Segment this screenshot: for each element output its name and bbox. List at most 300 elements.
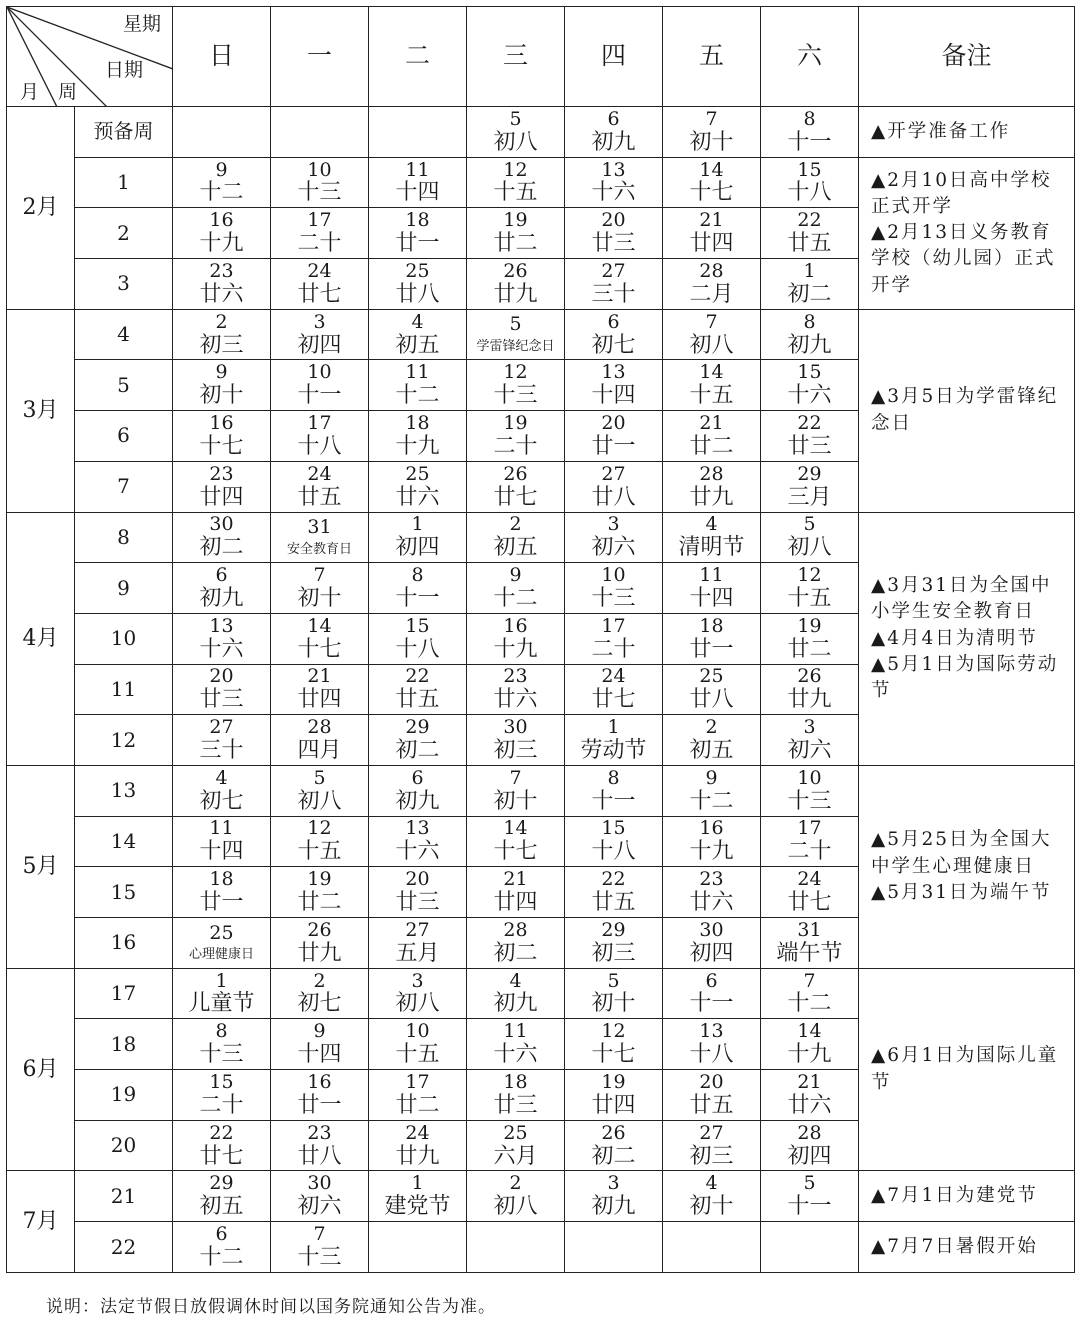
solar-day: 29	[797, 462, 822, 485]
lunar-day: 安全教育日	[286, 541, 352, 557]
lunar-day: 初二	[591, 1143, 636, 1169]
day-cell	[467, 461, 565, 512]
day-cell	[565, 1120, 663, 1171]
day-cell	[173, 867, 271, 918]
lunar-day: 初九	[787, 332, 832, 358]
day-cell	[565, 867, 663, 918]
lunar-day: 廿六	[689, 890, 734, 916]
lunar-day: 初五	[689, 738, 734, 764]
lunar-day: 廿七	[493, 484, 538, 510]
solar-day: 27	[699, 1121, 724, 1144]
solar-day: 7	[705, 310, 718, 333]
remarks-cell	[859, 765, 1075, 968]
day-cell	[565, 1222, 663, 1273]
solar-day: 9	[705, 766, 718, 789]
solar-day: 24	[307, 462, 332, 485]
lunar-day: 十八	[689, 1042, 734, 1068]
solar-day: 27	[601, 259, 626, 282]
day-cell	[369, 259, 467, 310]
month-cell: 6月	[7, 968, 75, 1171]
lunar-day: 十二	[493, 585, 538, 611]
day-cell	[271, 867, 369, 918]
day-cell	[761, 411, 859, 462]
lunar-day: 初七	[199, 788, 244, 814]
weekday-header-tue: 二	[369, 7, 467, 107]
remark-line: ▲3月31日为全国中小学生安全教育日	[871, 575, 1052, 623]
lunar-day: 十七	[493, 839, 538, 865]
remark-line: ▲3月5日为学雷锋纪念日	[871, 386, 1059, 434]
lunar-day: 廿九	[689, 484, 734, 510]
day-cell	[761, 461, 859, 512]
solar-day: 20	[405, 868, 430, 891]
week-row	[7, 512, 1075, 563]
day-cell	[663, 715, 761, 766]
week-number-cell: 预备周	[75, 107, 173, 158]
lunar-day: 初二	[199, 535, 244, 561]
day-cell	[663, 259, 761, 310]
lunar-day: 初三	[689, 1143, 734, 1169]
day-cell	[369, 715, 467, 766]
day-cell	[369, 208, 467, 259]
week-number-cell: 18	[75, 1019, 173, 1070]
day-cell	[173, 968, 271, 1019]
solar-day: 21	[503, 868, 528, 891]
day-cell	[663, 918, 761, 969]
lunar-day: 十四	[199, 839, 244, 865]
remark-line: ▲2月13日义务教育学校（幼儿园）正式开学	[871, 222, 1056, 296]
lunar-day: 十二	[787, 991, 832, 1017]
solar-day: 6	[705, 969, 718, 992]
day-cell	[467, 918, 565, 969]
lunar-day: 廿三	[591, 231, 636, 257]
week-number-cell: 2	[75, 208, 173, 259]
lunar-day: 十二	[689, 788, 734, 814]
day-cell	[663, 664, 761, 715]
day-cell	[761, 1070, 859, 1121]
day-cell	[369, 664, 467, 715]
day-cell	[565, 1171, 663, 1222]
month-cell: 2月	[7, 107, 75, 310]
day-cell	[761, 816, 859, 867]
solar-day: 8	[411, 564, 424, 587]
lunar-day: 廿三	[199, 687, 244, 713]
day-cell	[173, 411, 271, 462]
day-cell	[565, 1019, 663, 1070]
solar-day: 14	[797, 1020, 822, 1043]
lunar-day: 十五	[395, 1042, 440, 1068]
week-number-cell: 11	[75, 664, 173, 715]
day-cell	[369, 1171, 467, 1222]
lunar-day: 廿五	[787, 231, 832, 257]
day-cell	[173, 563, 271, 614]
day-cell	[761, 259, 859, 310]
weekday-header-fri: 五	[663, 7, 761, 107]
solar-day: 1	[215, 969, 228, 992]
day-cell	[369, 360, 467, 411]
lunar-day: 初十	[199, 383, 244, 409]
lunar-day: 劳动节	[580, 738, 647, 764]
week-row	[7, 765, 1075, 816]
lunar-day: 初四	[787, 1143, 832, 1169]
day-cell	[565, 613, 663, 664]
day-cell	[271, 107, 369, 158]
lunar-day: 廿二	[493, 231, 538, 257]
lunar-day: 十三	[591, 585, 636, 611]
remark-line: ▲5月1日为国际劳动节	[871, 653, 1059, 702]
solar-day: 16	[503, 614, 528, 637]
solar-day: 19	[503, 209, 528, 232]
lunar-day: 十一	[395, 585, 440, 611]
day-cell	[565, 259, 663, 310]
solar-day: 10	[307, 361, 332, 384]
solar-day: 7	[509, 766, 522, 789]
day-cell	[761, 918, 859, 969]
solar-day: 12	[307, 817, 332, 840]
solar-day: 29	[209, 1172, 234, 1195]
solar-day: 1	[607, 716, 620, 739]
day-cell	[271, 765, 369, 816]
lunar-day: 初六	[297, 1194, 342, 1220]
solar-day: 20	[601, 209, 626, 232]
solar-day: 26	[503, 462, 528, 485]
week-number-cell: 9	[75, 563, 173, 614]
lunar-day: 初五	[493, 535, 538, 561]
solar-day: 20	[601, 411, 626, 434]
lunar-day: 二十	[787, 839, 832, 865]
solar-day: 18	[209, 868, 234, 891]
solar-day: 18	[503, 1070, 528, 1093]
remarks-cell	[859, 968, 1075, 1171]
day-cell	[761, 512, 859, 563]
weekday-header-sun: 日	[173, 7, 271, 107]
solar-day: 22	[405, 665, 430, 688]
lunar-day: 初四	[689, 940, 734, 966]
solar-day: 24	[405, 1121, 430, 1144]
lunar-day: 廿四	[591, 1092, 636, 1118]
solar-day: 27	[209, 716, 234, 739]
solar-day: 23	[209, 259, 234, 282]
solar-day: 26	[307, 918, 332, 941]
lunar-day: 廿一	[297, 1092, 342, 1118]
remarks-cell	[859, 512, 1075, 765]
lunar-day: 十五	[297, 839, 342, 865]
solar-day: 16	[209, 209, 234, 232]
week-number-cell: 14	[75, 816, 173, 867]
lunar-day: 十九	[395, 433, 440, 459]
lunar-day: 二月	[689, 281, 734, 307]
lunar-day: 二十	[493, 433, 538, 459]
day-cell	[467, 563, 565, 614]
day-cell	[271, 613, 369, 664]
day-cell	[761, 208, 859, 259]
weekday-header-sat: 六	[761, 7, 859, 107]
solar-day: 26	[503, 259, 528, 282]
solar-day: 1	[411, 513, 424, 536]
lunar-day: 廿三	[395, 890, 440, 916]
lunar-day: 初九	[199, 585, 244, 611]
day-cell	[467, 1120, 565, 1171]
week-number-cell: 13	[75, 765, 173, 816]
day-cell	[173, 107, 271, 158]
solar-day: 10	[307, 158, 332, 181]
day-cell	[173, 208, 271, 259]
lunar-day: 十三	[787, 788, 832, 814]
day-cell	[565, 360, 663, 411]
lunar-day: 廿五	[297, 484, 342, 510]
solar-day: 4	[215, 766, 228, 789]
solar-day: 31	[797, 918, 822, 941]
solar-day: 15	[797, 158, 822, 181]
solar-day: 19	[503, 411, 528, 434]
day-cell	[565, 563, 663, 614]
solar-day: 6	[607, 107, 620, 130]
day-cell	[663, 1019, 761, 1070]
day-cell	[173, 918, 271, 969]
week-row	[7, 157, 1075, 208]
footer-note: 说明：法定节假日放假调休时间以国务院通知公告为准。	[46, 1297, 496, 1317]
solar-day: 2	[509, 513, 522, 536]
day-cell	[663, 613, 761, 664]
lunar-day: 初十	[591, 991, 636, 1017]
lunar-day: 廿六	[787, 1092, 832, 1118]
day-cell	[761, 664, 859, 715]
day-cell	[761, 765, 859, 816]
lunar-day: 十二	[199, 1244, 244, 1270]
day-cell	[565, 968, 663, 1019]
lunar-day: 初五	[199, 1194, 244, 1220]
solar-day: 1	[803, 259, 816, 282]
solar-day: 17	[307, 411, 332, 434]
solar-day: 15	[405, 614, 430, 637]
day-cell	[467, 664, 565, 715]
lunar-day: 十四	[689, 585, 734, 611]
remarks-cell	[859, 107, 1075, 158]
day-cell	[271, 512, 369, 563]
lunar-day: 初二	[787, 281, 832, 307]
solar-day: 28	[503, 918, 528, 941]
day-cell	[565, 512, 663, 563]
day-cell	[663, 309, 761, 360]
day-cell	[467, 360, 565, 411]
lunar-day: 廿六	[493, 687, 538, 713]
lunar-day: 初十	[689, 1194, 734, 1220]
lunar-day: 廿三	[787, 433, 832, 459]
solar-day: 21	[307, 665, 332, 688]
day-cell	[271, 1222, 369, 1273]
month-cell: 5月	[7, 765, 75, 968]
remarks-cell	[859, 1222, 1075, 1273]
day-cell	[271, 309, 369, 360]
lunar-day: 十五	[493, 180, 538, 206]
solar-day: 31	[307, 516, 332, 539]
day-cell	[565, 309, 663, 360]
week-number-cell: 17	[75, 968, 173, 1019]
weekday-header-mon: 一	[271, 7, 369, 107]
day-cell	[271, 411, 369, 462]
solar-day: 20	[209, 665, 234, 688]
solar-day: 8	[803, 310, 816, 333]
solar-day: 13	[699, 1020, 724, 1043]
day-cell	[271, 1019, 369, 1070]
solar-day: 5	[803, 1172, 816, 1195]
week-number-cell: 10	[75, 613, 173, 664]
day-cell	[173, 1070, 271, 1121]
day-cell	[761, 107, 859, 158]
day-cell	[761, 309, 859, 360]
day-cell	[663, 1171, 761, 1222]
lunar-day: 十四	[395, 180, 440, 206]
lunar-day: 十三	[297, 180, 342, 206]
day-cell	[467, 1019, 565, 1070]
solar-day: 12	[503, 361, 528, 384]
solar-day: 20	[699, 1070, 724, 1093]
solar-day: 12	[601, 1020, 626, 1043]
day-cell	[173, 1222, 271, 1273]
day-cell	[663, 107, 761, 158]
day-cell	[271, 259, 369, 310]
day-cell	[467, 816, 565, 867]
day-cell	[467, 968, 565, 1019]
lunar-day: 初四	[395, 535, 440, 561]
lunar-day: 十四	[591, 383, 636, 409]
day-cell	[565, 1070, 663, 1121]
solar-day: 14	[699, 361, 724, 384]
lunar-day: 建党节	[384, 1194, 451, 1220]
lunar-day: 十六	[199, 636, 244, 662]
day-cell	[173, 664, 271, 715]
lunar-day: 十六	[787, 383, 832, 409]
solar-day: 28	[307, 716, 332, 739]
lunar-day: 初九	[591, 1194, 636, 1220]
solar-day: 18	[699, 614, 724, 637]
solar-day: 10	[601, 564, 626, 587]
solar-day: 17	[601, 614, 626, 637]
solar-day: 27	[601, 462, 626, 485]
remarks-cell	[859, 309, 1075, 512]
solar-day: 7	[705, 107, 718, 130]
day-cell	[761, 867, 859, 918]
lunar-day: 十二	[395, 383, 440, 409]
lunar-day: 初十	[689, 129, 734, 155]
day-cell	[467, 309, 565, 360]
lunar-day: 初三	[199, 332, 244, 358]
day-cell	[271, 968, 369, 1019]
remarks-cell	[859, 1171, 1075, 1222]
day-cell	[369, 1222, 467, 1273]
lunar-day: 廿四	[199, 484, 244, 510]
solar-day: 14	[307, 614, 332, 637]
day-cell	[271, 563, 369, 614]
lunar-day: 儿童节	[188, 991, 255, 1017]
lunar-day: 十一	[297, 383, 342, 409]
solar-day: 1	[411, 1172, 424, 1195]
corner-header-cell	[7, 7, 173, 107]
lunar-day: 廿八	[395, 281, 440, 307]
day-cell	[467, 208, 565, 259]
day-cell	[173, 259, 271, 310]
day-cell	[369, 613, 467, 664]
lunar-day: 十六	[493, 1042, 538, 1068]
lunar-day: 初十	[297, 585, 342, 611]
lunar-day: 初七	[297, 991, 342, 1017]
day-cell	[761, 613, 859, 664]
lunar-day: 廿五	[689, 1092, 734, 1118]
day-cell	[565, 816, 663, 867]
lunar-day: 二十	[591, 636, 636, 662]
month-corner-label: 月	[20, 81, 40, 103]
lunar-day: 初八	[787, 535, 832, 561]
day-cell	[663, 1070, 761, 1121]
day-cell	[369, 816, 467, 867]
solar-day: 8	[215, 1020, 228, 1043]
lunar-day: 廿八	[591, 484, 636, 510]
day-cell	[173, 765, 271, 816]
solar-day: 4	[705, 1172, 718, 1195]
day-cell	[271, 1070, 369, 1121]
day-cell	[663, 968, 761, 1019]
solar-day: 24	[307, 259, 332, 282]
solar-day: 29	[405, 716, 430, 739]
solar-day: 4	[705, 513, 718, 536]
weekday-corner-label: 星期	[123, 13, 162, 35]
lunar-day: 十一	[591, 788, 636, 814]
remark-line: ▲7月7日暑假开始	[871, 1235, 1038, 1257]
solar-day: 11	[405, 361, 430, 384]
solar-day: 25	[699, 665, 724, 688]
day-cell	[173, 715, 271, 766]
solar-day: 7	[803, 969, 816, 992]
solar-day: 5	[803, 513, 816, 536]
day-cell	[271, 461, 369, 512]
solar-day: 30	[503, 716, 528, 739]
day-cell	[663, 360, 761, 411]
lunar-day: 廿二	[787, 636, 832, 662]
day-cell	[467, 715, 565, 766]
lunar-day: 二十	[199, 1092, 244, 1118]
day-cell	[271, 816, 369, 867]
day-cell	[663, 867, 761, 918]
day-cell	[663, 765, 761, 816]
solar-day: 25	[503, 1121, 528, 1144]
lunar-day: 十八	[787, 180, 832, 206]
solar-day: 14	[503, 817, 528, 840]
day-cell	[761, 1171, 859, 1222]
week-number-cell: 4	[75, 309, 173, 360]
day-cell	[173, 1019, 271, 1070]
week-row	[7, 968, 1075, 1019]
solar-day: 22	[209, 1121, 234, 1144]
day-cell	[565, 918, 663, 969]
week-number-cell: 16	[75, 918, 173, 969]
day-cell	[173, 1120, 271, 1171]
day-cell	[467, 157, 565, 208]
remark-line: ▲2月10日高中学校正式开学	[871, 169, 1052, 217]
day-cell	[369, 968, 467, 1019]
remark-line: ▲开学准备工作	[871, 120, 1011, 142]
week-number-cell: 3	[75, 259, 173, 310]
day-cell	[369, 309, 467, 360]
day-cell	[271, 715, 369, 766]
day-cell	[761, 715, 859, 766]
lunar-day: 廿八	[297, 1143, 342, 1169]
solar-day: 9	[313, 1020, 326, 1043]
lunar-day: 初八	[493, 1194, 538, 1220]
lunar-day: 廿九	[493, 281, 538, 307]
lunar-day: 初六	[787, 738, 832, 764]
solar-day: 13	[601, 158, 626, 181]
solar-day: 15	[797, 361, 822, 384]
lunar-day: 十七	[591, 1042, 636, 1068]
